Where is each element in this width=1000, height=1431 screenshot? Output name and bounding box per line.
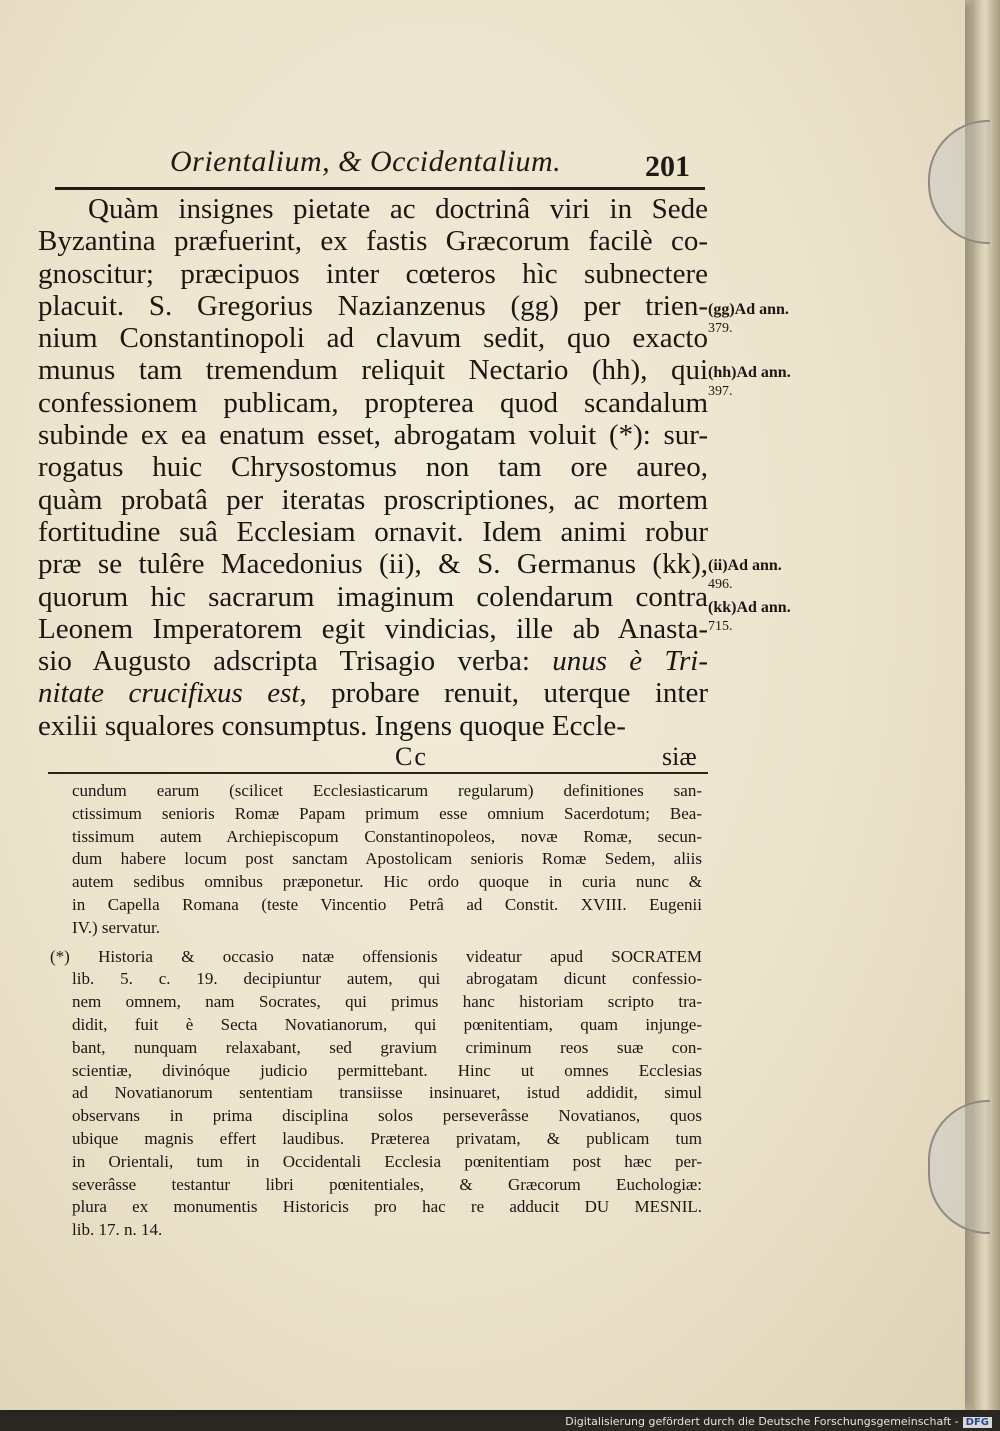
footnote-line: in Orientali, tum in Occidentali Ecclesia pœnitentiam post hæc per- [72,1151,702,1171]
footnote-line: ctissimum senioris Romæ Papam primum esse omnium Sacerdotum; Bea- [72,803,702,823]
signature-mark: Cc [395,742,428,771]
header-rule [55,187,705,190]
italic-quote: unus è Tri- [552,645,709,678]
margin-note [708,363,828,401]
digitization-credit [565,1415,992,1428]
text-line: Byzantina præfuerint, ex fastis Græcorum facilè co- [38,225,708,258]
footnote-line: didit, fuit è Secta Novatianorum, qui pœnitentiam, quam injunge- [72,1014,702,1034]
footnote-rule [48,772,708,774]
text-line: fortitudine suâ Ecclesiam ornavit. Idem animi robur [38,515,708,548]
margin-note [708,556,828,594]
footnote-line: tissimum autem Archiepiscopum Constantinopoleos, novæ Romæ, secun- [72,826,702,846]
footnote-line: in Capella Romana (teste Vincentio Petrâ ad Constit. XVIII. Eugenii [72,894,702,914]
footnote-star [50,946,702,1242]
dfg-logo: DFG [963,1417,992,1428]
text-line: nium Constantinopoli ad clavum sedit, quo exacto [38,322,708,355]
margin-note-ref: (hh)Ad ann. [708,364,791,381]
text-line: Quàm insignes pietate ac doctrinâ viri in Sede [88,193,708,225]
text-line: Leonem Imperatorem egit vindicias, ille ab Anasta- [38,612,708,645]
footnote-line: severâsse testantur libri pœnitentiales, & Græcorum Euchologiæ: [72,1174,702,1194]
footnote-line: lib. 5. c. 19. decipiuntur autem, qui abrogatam dicunt confessio- [72,969,702,989]
margin-note [708,300,828,338]
text-line: quorum hic sacrarum imaginum colendarum contra [38,580,708,613]
margin-note-ref: (kk)Ad ann. [708,599,791,616]
credit-text: Digitalisierung gefördert durch die Deutsche Forschungsgemeinschaft - [565,1415,959,1428]
text-segment: sio Augusto adscripta Trisagio verba: [38,645,530,678]
text-line: quàm probatâ per iteratas proscriptiones, ac mortem [38,483,708,516]
margin-note-year: 397. [708,384,733,399]
text-line: præ se tulêre Macedonius (ii), & S. Germanus (kk), [38,548,708,581]
text-line: gnoscitur; præcipuos inter cœteros hìc subnectere [38,257,708,290]
page-number: 201 [645,150,690,183]
footnote-line: observans in prima disciplina solos perseverâsse Novatianos, quos [72,1106,702,1126]
text-line-with-italic [38,645,708,677]
margin-note-year: 496. [708,577,733,592]
footnote-line: scientiæ, divinóque judicio permittebant. Hinc ut omnes Ecclesias [72,1060,702,1080]
footnote-line: lib. 17. n. 14. [72,1220,163,1240]
text-line: munus tam tremendum reliquit Nectario (hh), qui [38,354,708,387]
footnotes-block [50,780,702,1242]
margin-note-year: 379. [708,321,733,336]
text-line: rogatus huic Chrysostomus non tam ore aureo, [38,451,708,484]
footnote-line: nem omnem, nam Socrates, qui primus hanc historiam scripto tra- [72,992,702,1012]
margin-note-ref: (gg)Ad ann. [708,301,789,318]
footnote-line: dum habere locum post sanctam Apostolicam senioris Romæ Sedem, aliis [72,849,702,869]
text-line: placuit. S. Gregorius Nazianzenus (gg) per trien- [38,289,708,322]
text-line: confessionem publicam, propterea quod scandalum [38,386,708,419]
italic-quote: nitate crucifixus est [38,677,300,710]
text-line: exilii squalores consumptus. Ingens quoque Eccle- [38,709,626,742]
footnote-line: IV.) servatur. [72,917,160,937]
footnote-line: cundum earum (scilicet Ecclesiasticarum regularum) definitiones san- [72,781,702,800]
text-line: nitate crucifixus est, probare renuit, uterque inter [38,677,708,710]
margin-note [708,598,828,636]
footnote-line: bant, nunquam relaxabant, sed gravium criminum reos suæ con- [72,1037,702,1057]
footnote-line: plura ex monumentis Historicis pro hac re adducit DU MESNIL. [72,1197,702,1217]
text-line: subinde ex ea enatum esset, abrogatam voluit (*): sur- [38,419,708,452]
footnote-line: (*) Historia & occasio natæ offensionis videatur apud SOCRATEM [50,946,702,966]
main-text-block [38,193,708,742]
catchword: siæ [662,742,697,771]
margin-note-ref: (ii)Ad ann. [708,557,782,574]
running-head: Orientalium, & Occidentalium. [170,145,562,178]
footnote-line: ad Novatianorum sententiam transiisse insinuaret, istud addidit, simul [72,1083,702,1103]
footnote-line: ubique magnis effert laudibus. Præterea privatam, & publicam tum [72,1128,702,1148]
margin-note-year: 715. [708,619,733,634]
footnote-line: autem sedibus omnibus præponetur. Hic ordo quoque in curia nunc & [72,872,702,892]
